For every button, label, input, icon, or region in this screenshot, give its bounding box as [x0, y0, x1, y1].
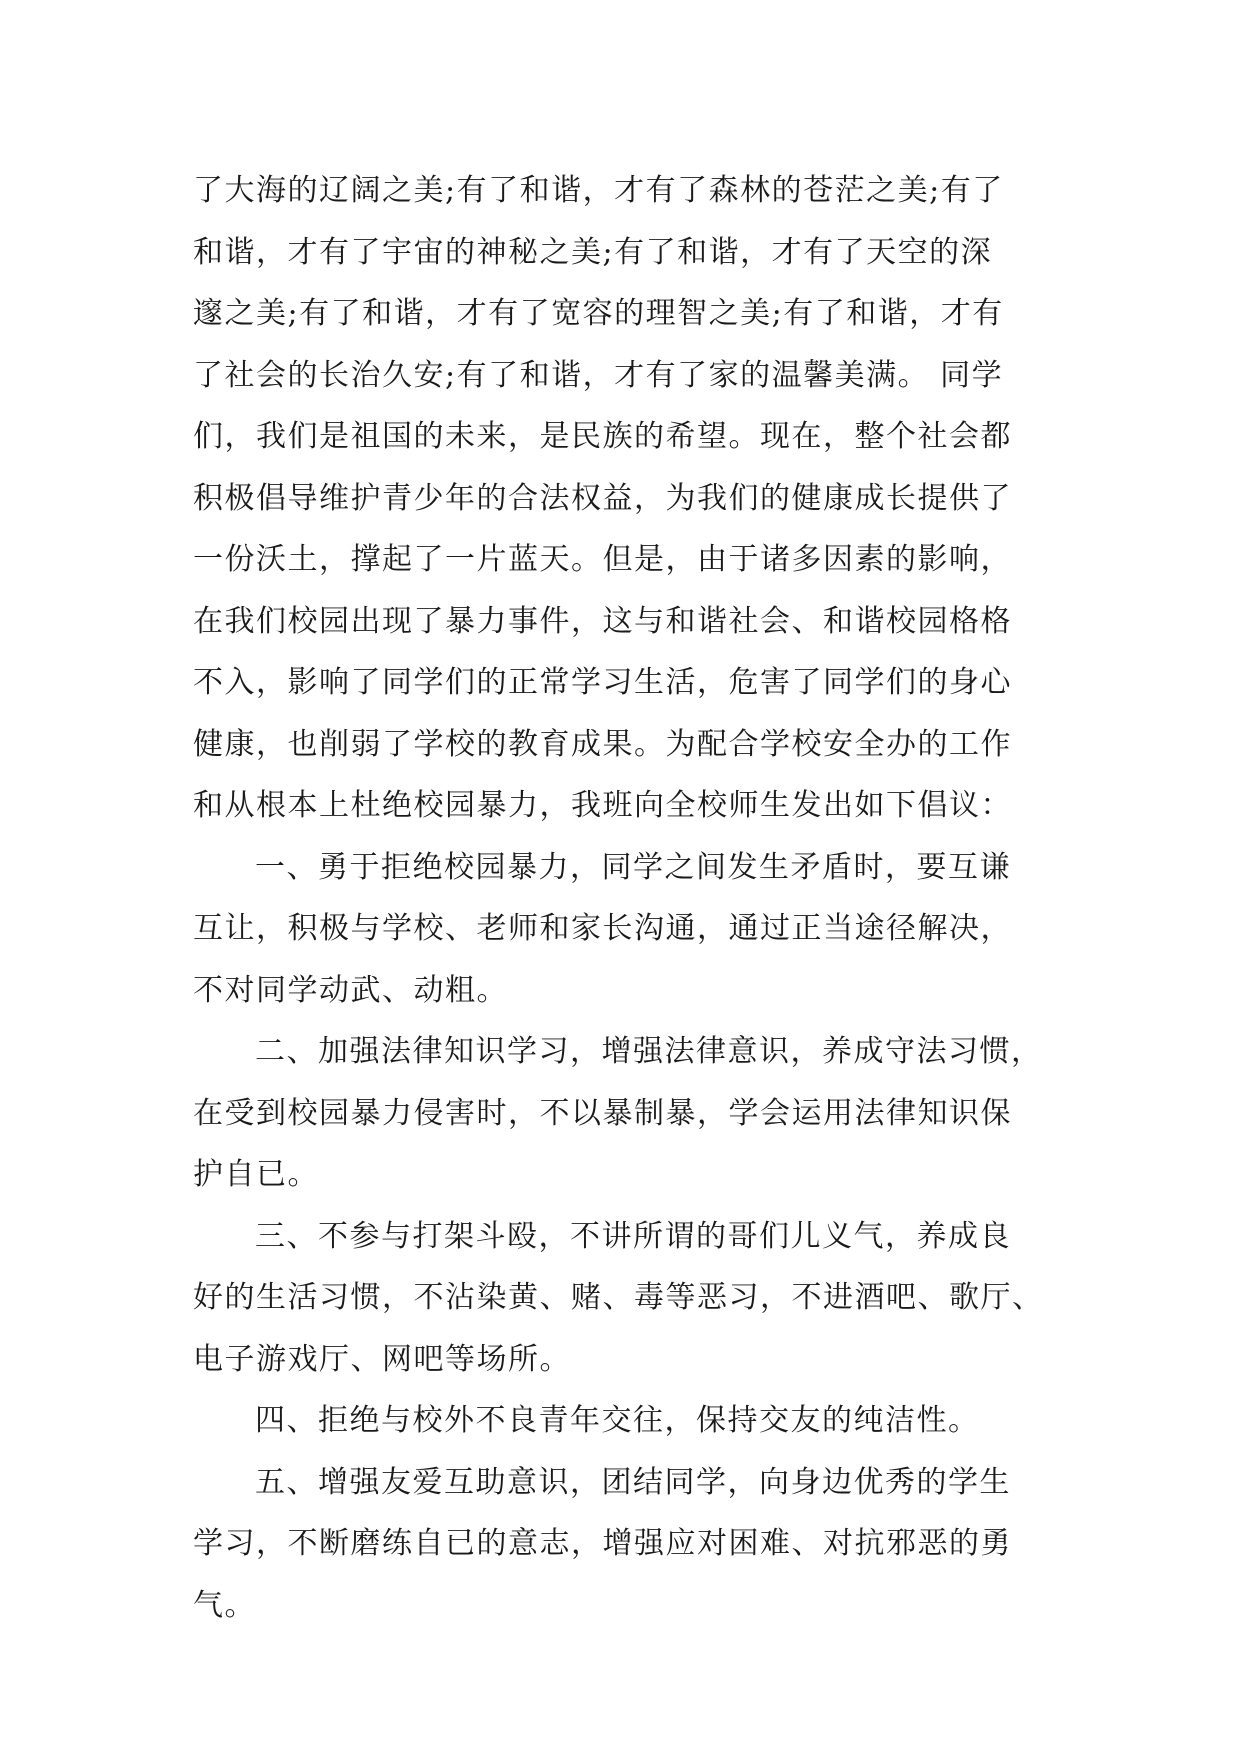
text-line: 气。 [193, 1587, 256, 1623]
text-line: 一、勇于拒绝校园暴力，同学之间发生矛盾时，要互谦 [255, 849, 1011, 885]
text-line: 护自已。 [193, 1157, 319, 1192]
text-line: 不入，影响了同学们的正常学习生活，危害了同学们的身心 [193, 665, 1012, 700]
text-line: 健康，也削弱了学校的教育成果。为配合学校安全办的工作 [193, 726, 1012, 762]
text-line: 学习，不断磨练自已的意志，增强应对困难、对抗邪恶的勇 [193, 1526, 1012, 1561]
text-line: 二、加强法律知识学习，增强法律意识，养成守法习惯， [255, 1034, 1043, 1069]
text-line: 们，我们是祖国的未来，是民族的希望。现在，整个社会都 [193, 419, 1012, 454]
text-line: 互让，积极与学校、老师和家长沟通，通过正当途径解决， [193, 911, 1012, 946]
text-line: 一份沃土，撑起了一片蓝天。但是，由于诸多因素的影响， [193, 542, 1012, 577]
text-line: 和谐，才有了宇宙的神秘之美;有了和谐，才有了天空的深 [193, 234, 993, 270]
text-line: 了社会的长治久安;有了和谐，才有了家的温馨美满。 同学 [193, 357, 1004, 393]
text-line: 不对同学动武、动粗。 [193, 972, 508, 1008]
text-line: 好的生活习惯，不沾染黄、赌、毒等恶习，不进酒吧、歌厅、 [193, 1280, 1044, 1315]
text-line: 了大海的辽阔之美;有了和谐，才有了森林的苍茫之美;有了 [193, 173, 1004, 208]
text-line: 和从根本上杜绝校园暴力，我班向全校师生发出如下倡议： [193, 788, 1012, 823]
text-line: 五、增强友爱互助意识，团结同学，向身边优秀的学生 [255, 1464, 1011, 1500]
text-line: 积极倡导维护青少年的合法权益，为我们的健康成长提供了 [193, 480, 1012, 516]
text-line: 在受到校园暴力侵害时，不以暴制暴，学会运用法律知识保 [193, 1095, 1012, 1131]
text-line: 邃之美;有了和谐，才有了宽容的理智之美;有了和谐，才有 [193, 296, 1004, 331]
text-line: 四、拒绝与校外不良青年交往，保持交友的纯洁性。 [255, 1403, 980, 1438]
text-line: 电子游戏厅、网吧等场所。 [193, 1341, 571, 1377]
text-line: 三、不参与打架斗殴，不讲所谓的哥们儿义气，养成良 [255, 1218, 1011, 1254]
document-body [193, 160, 1053, 1636]
text-line: 在我们校园出现了暴力事件，这与和谐社会、和谐校园格格 [193, 603, 1012, 639]
